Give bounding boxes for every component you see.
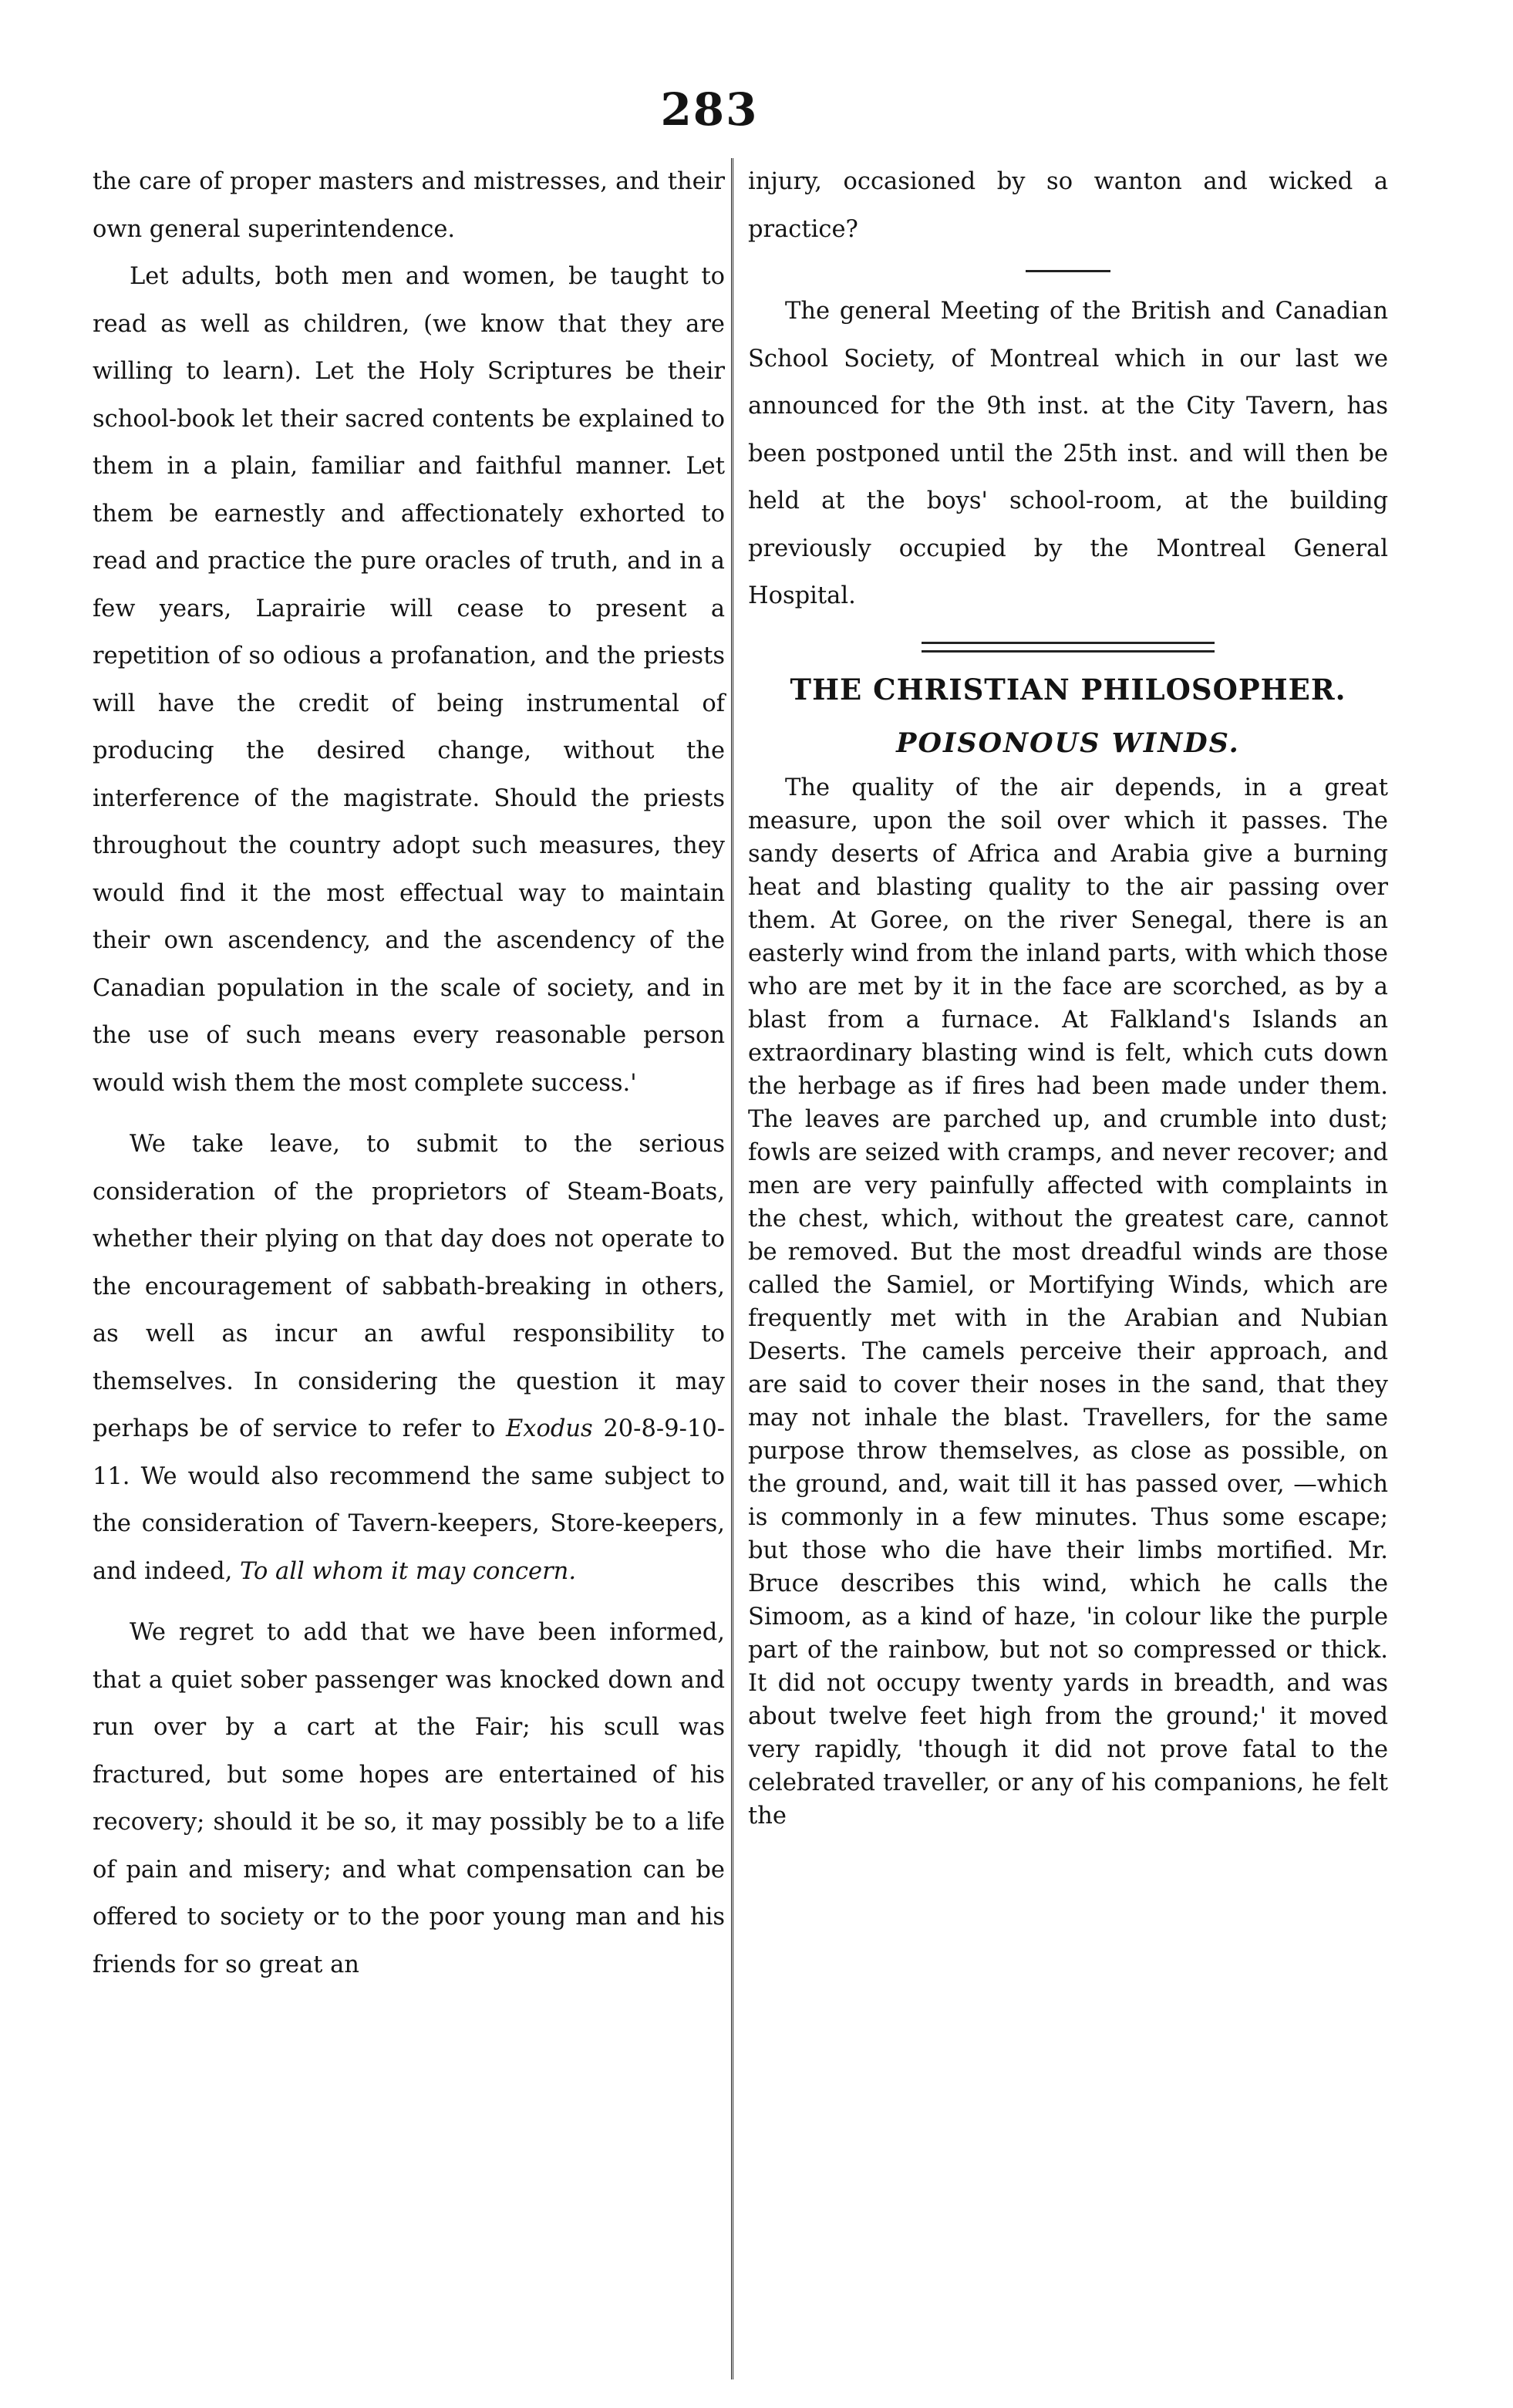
section-title: THE CHRISTIAN PHILOSOPHER. — [790, 672, 1346, 707]
page-number: 283 — [660, 83, 759, 136]
left-paragraph-2: Let adults, both men and women, be taught to read as well as children, (we know that they are willing to learn). Let the Holy Scriptures be their school-book let their sacred contents be explained to them in a plain, familiar and faithful manner. Let them be earnestly and affectionately exhorted to read and practice the pure oracles of truth, and in a few years, Laprairie will cease to present a repetition of so odious a profanation, and the priests will have the credit of being instrumental of producing the desired change, without the interference of the magistrate. Should the priests throughout the country adopt such measures, they would find it the most effectual way to maintain their own ascendency, and the ascendency of the Canadian population in the scale of society, and in the use of such means every reasonable person would wish them the most complete success.' — [93, 263, 726, 1097]
closing-phrase: To all whom it may concern. — [239, 1557, 577, 1585]
article-body: The quality of the air depends, in a great measure, upon the soil over which it passes. The sandy deserts of Africa and Arabia give a burning heat and blasting quality to the air passing over them. At Goree, on the river Senegal, there is an easterly wind from the inland parts, with which those who are met by it in the face are scorched, as by a blast from a furnace. At Falkland's Islands an extraordinary blasting wind is felt, which cuts down the herbage as if fires had been made under them. The leaves are parched up, and crumble into dust; fowls are seized with cramps, and never recover; and men are very painfully affected with complaints in the chest, which, without the greatest care, cannot be removed. But the most dreadful winds are those called the Samiel, or Mortifying Winds, which are frequently met with in the Arabian and Nubian Deserts. The camels perceive their approach, and are said to cover their noses in the sand, that they may not inhale the blast. Travellers, for the same purpose throw themselves, as close as possible, on the ground, and, wait till it has passed over, —which is commonly in a few minutes. Thus some escape; but those who die have their limbs mortified. Mr. Bruce describes this wind, which he calls the Simoom, as a kind of haze, 'in colour like the purple part of the rainbow, but not so compressed or thick. It did not occupy twenty yards in breadth, and was about twelve feet high from the ground;' it moved very rapidly, 'though it did not prove fatal to the celebrated traveller, or any of his companions, he felt the — [748, 774, 1388, 1830]
left-paragraph-3 — [93, 1121, 725, 1595]
article-title: POISONOUS WINDS. — [896, 727, 1240, 759]
left-paragraph-4: We regret to add that we have been informed, that a quiet sober passenger was knocked down and run over by a cart at the Fair; his scull was fractured, but some hopes are entertained of his recovery; should it be so, it may possibly be to a life of pain and misery; and what compensation can be offered to society or to the poor young man and his friends for so great an — [93, 1619, 725, 1978]
left-paragraph-1: the care of proper masters and mistresses, and their own general superintendence. — [93, 168, 725, 243]
short-rule — [1026, 270, 1110, 272]
left-paragraph-3-text-a: We take leave, to submit to the serious consideration of the proprietors of Steam-Boats, whether their plying on that day does not operate to the encouragement of sabbath-breaking in others, as well as incur an awful responsibility to themselves. In considering the question it may perhaps be of service to refer to — [93, 1131, 725, 1442]
column-divider — [731, 158, 733, 2379]
left-paragraph-3-text-b: 20-8-9-10-11. We would also recommend the same subject to the consideration of Tavern-keepers, Store-keepers, and indeed, — [93, 1415, 725, 1585]
scripture-reference: Exodus — [506, 1415, 593, 1442]
right-paragraph-2: The general Meeting of the British and Canadian School Society, of Montreal which in our last we announced for the 9th inst. at the City Tavern, has been postponed until the 25th inst. and will then be held at the boys' school-room, at the building previously occupied by the Montreal General Hospital. — [748, 298, 1388, 609]
right-paragraph-1: injury, occasioned by so wanton and wicked a practice? — [748, 168, 1388, 243]
double-rule — [922, 642, 1215, 653]
right-column — [748, 158, 1388, 1833]
left-column — [93, 158, 725, 1988]
